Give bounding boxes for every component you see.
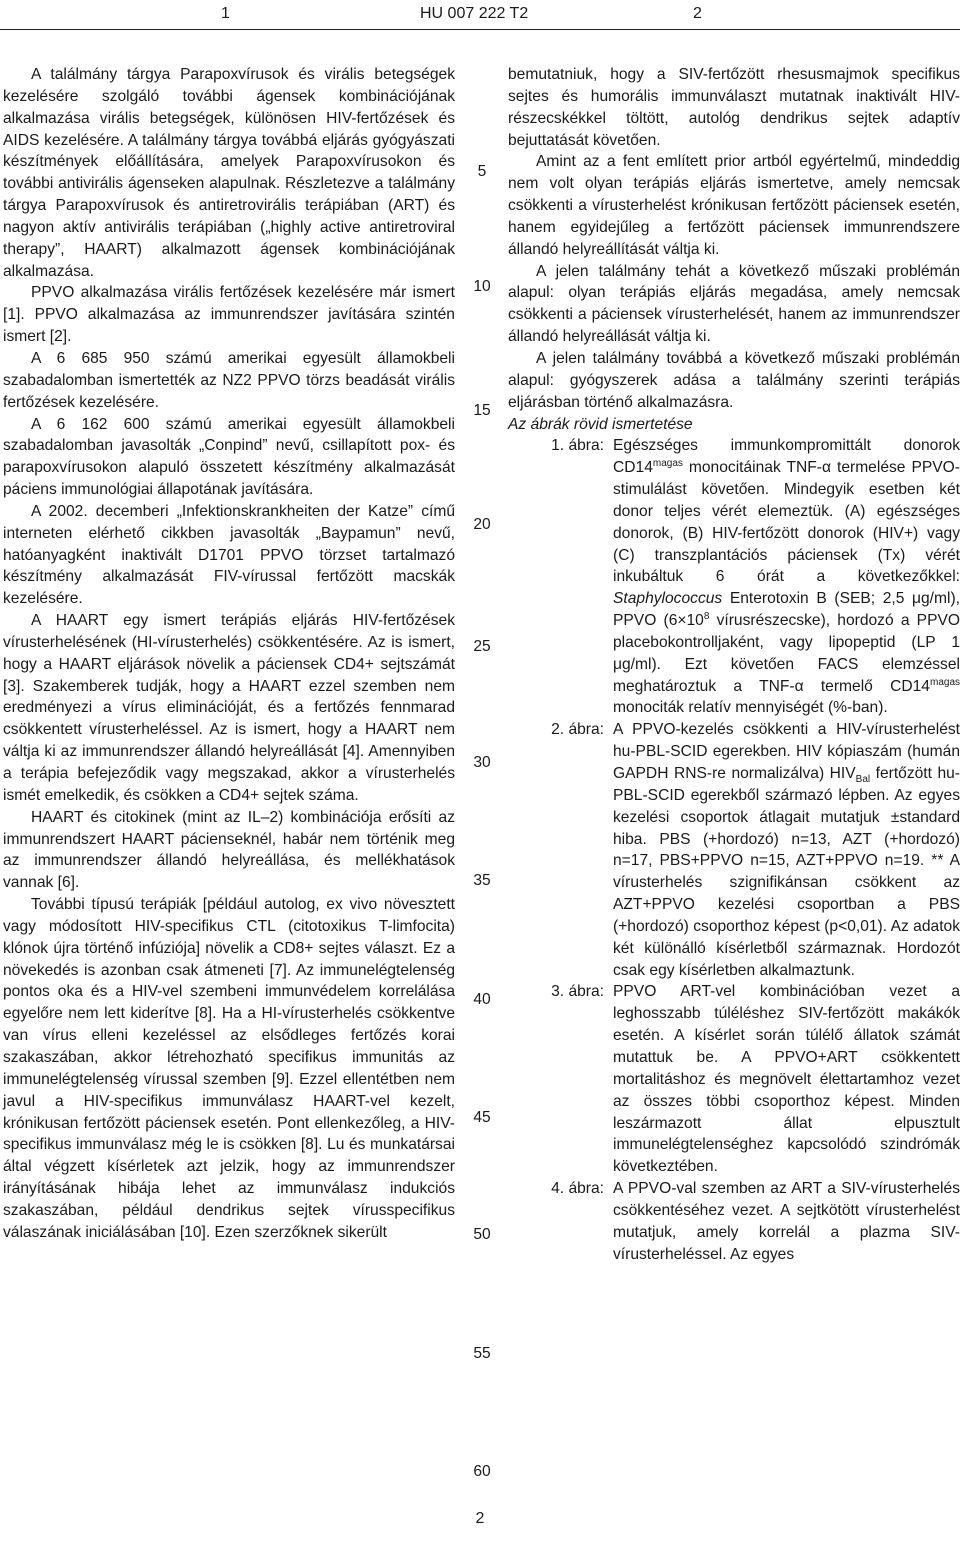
figure-description	[508, 435, 960, 719]
paragraph: Amint az a fent említett prior artból egyértelmű, mindeddig nem volt olyan terápiás eljárás ismertetve, amely nemcsak csökkenti a vírusterhelést krónikusan fertőzött páciensek esetén, hanem egyidejűleg a fertőzött páciensek immunrendszere állandó helyreállítását váltja ki.	[508, 153, 960, 258]
line-number: 55	[473, 1345, 491, 1362]
figure-text: A PPVO-kezelés csökkenti a HIV-vírusterhelést hu-PBL-SCID egerekben. HIV kópiaszám (humán GAPDH RNS-re normalizálva) $HIV_{Bal}$ fertőzött hu-PBL-SCID egerekből származó lépben. Az egyes kezelési csoportok átlagait mutatjuk ±standard hiba. PBS (+hordozó) n=13, AZT (+hordozó) n=17, PBS+PPVO n=15, AZT+PPVO n=19. ** A vírusterhelés szignifikánsan csökkent az AZT+PPVO kezelési csoportban a PBS (+hordozó) csoporthoz képest (p<0,01). Az adatok két különálló kísérletből származnak. Hordozót csak egy kísérletben alkalmaztunk.	[613, 721, 960, 979]
line-number: 45	[473, 1109, 491, 1126]
figure-label: 3. ábra:	[551, 983, 604, 1001]
paragraph: HAART és citokinek (mint az IL–2) kombinációja erősíti az immunrendszert HAART pácienseknél, habár nem történik meg az immunrendszer állandó helyreállása, és mellékhatások vannak [6].	[3, 808, 455, 892]
figure-description	[508, 719, 960, 981]
paragraph: A jelen találmány tehát a következő műszaki problémán alapul: olyan terápiás eljárás megadása, amely nemcsak csökkenti a páciensek vírusterhelését, hanem az immunrendszer állandó helyreállását váltja ki.	[508, 262, 960, 346]
figures-heading: Az ábrák rövid ismertetése	[508, 415, 693, 433]
line-number: 5	[477, 163, 487, 180]
paragraph: PPVO alkalmazása virális fertőzések kezelésére már ismert [1]. PPVO alkalmazása az immunrendszer javítására szintén ismert [2].	[3, 284, 455, 346]
line-number: 15	[473, 402, 491, 419]
figure-label: 2. ábra:	[551, 721, 604, 739]
paragraph: A 6 685 950 számú amerikai egyesült államokbeli szabadalomban ismertették az NZ2 PPVO törzs beadását virális fertőzések kezelésére.	[3, 349, 455, 411]
line-number: 60	[473, 1463, 491, 1480]
line-number: 40	[473, 991, 491, 1008]
paragraph: A 6 162 600 számú amerikai egyesült államokbeli szabadalomban javasolták „Conpind” nevű, csillapított pox- és parapoxvírusokon alapuló összetett készítmény alkalmazását páciens immunológiai állapotának javítására.	[3, 415, 455, 499]
line-number: 35	[473, 872, 491, 889]
paragraph: További típusú terápiák [például autolog, ex vivo növesztett vagy módosított HIV-specifikus CTL (citotoxikus T-limfocita) klónok újra történő infúziója] növelik a CD8+ sejtes választ. Ez a növekedés is azonban csak átmeneti [7]. Az immunelégtelenség pontos oka és a HIV-vel szembeni immunvédelem korrelálása egyelőre nem lett kiderítve [8]. Ha a HI-vírusterhelés csökkentve van vírus elleni kezeléssel az elsődleges fertőzés korai szakaszában, akkor létrehozható specifikus immunitás az immunelégtelenség vírussal szemben [9]. Ezzel ellentétben nem javul a HIV-specifikus immunválasz HAART-vel kezelt, krónikusan fertőzött páciensek esetén. Pont ellenkezőleg, a HIV-specifikus immunválasz még le is csökken [8]. Lu és munkatársai által végzett kísérletek azt jelzik, hogy az immunrendszer irányításának hibája lehet az immunválasz indukciós szakaszában, például dendrikus sejtek vírusspecifikus válaszának iniciálásában [10]. Ezen szerzőknek sikerült	[3, 896, 455, 1241]
line-number: 10	[473, 278, 491, 295]
line-number: 20	[473, 516, 491, 533]
page-footer-number: 2	[475, 1510, 485, 1527]
line-number: 25	[473, 638, 491, 655]
line-number: 30	[473, 754, 491, 771]
patent-number: HU 007 222 T2	[420, 5, 529, 22]
paragraph: bemutatniuk, hogy a SIV-fertőzött rhesusmajmok specifikus sejtes és humorális immunválaszt mutatnak inaktivált HIV-részecskékkel töltött, autológ dendrikus sejtek adaptív bejuttatását követően.	[508, 66, 960, 149]
figure-description	[508, 1178, 960, 1265]
header-rule	[0, 29, 960, 30]
figure-label: 1. ábra:	[551, 437, 604, 455]
page-number-left: 1	[221, 5, 230, 22]
right-column	[508, 64, 960, 1265]
figure-text: A PPVO-val szemben az ART a SIV-vírusterhelés csökkentéséhez vezet. A sejtkötött vírusterhelést mutatjuk, amely korrelál a plazma SIV-vírusterheléssel. Az egyes	[613, 1180, 960, 1263]
paragraph: A találmány tárgya Parapoxvírusok és virális betegségek kezelésére szolgáló további ágensek kombinációjának alkalmazása virális betegségek, különösen HIV-fertőzések és AIDS kezelésére. A találmány tárgya továbbá eljárás gyógyászati készítmények előállítására, amelyek Parapoxvírusokon és további antivirális ágenseken alapulnak. Részletezve a találmány tárgya Parapoxvírusok és antiretrovirális terápiában (ART) és nagyon aktív antivirális terápiában („highly active antiretroviral therapy”, HAART) alkalmazott ágensek kombinációjának alkalmazása.	[3, 66, 455, 280]
paragraph: A 2002. decemberi „Infektionskrankheiten der Katze” című interneten elérhető cikkben javasolták „Baypamun” nevű, hatóanyagként inaktivált D1701 PPVO törzset tartalmazó készítmény alkalmazását FIV-vírussal fertőzött macskák kezelésére.	[3, 502, 455, 608]
left-column	[3, 64, 455, 1244]
line-number: 50	[473, 1226, 491, 1243]
figure-text: Egészséges immunkompromittált donorok $CD14^{magas}$ monocitáinak TNF-α termelése PPVO-stimulálást követően. Mindegyik esetben két donor teljes vérét elemeztük. (A) egészséges donorok, (B) HIV-fertőzött donorok (HIV+) vagy (C) transzplantációs páciensek (Tx) vérét inkubáltuk 6 órát a következőkkel: Staphylococcus Enterotoxin B (SEB; 2,5 μg/ml), PPVO ($6\times 10^8$ vírusrészecske), hordozó a PPVO placebokontrolljaként, vagy lipopeptid (LP 1 μg/ml). Ezt követően FACS elemzéssel meghatároztuk a TNF-α termelő $CD14^{magas}$ monociták relatív mennyiségét (%-ban).	[613, 437, 960, 717]
figure-description	[508, 981, 960, 1178]
figure-label: 4. ábra:	[551, 1180, 604, 1198]
page-number-right: 2	[693, 5, 702, 22]
page-header	[0, 0, 960, 30]
paragraph: A HAART egy ismert terápiás eljárás HIV-fertőzések vírusterhelésének (HI-vírusterhelés) csökkentésére. Az is ismert, hogy a HAART eljárások növelik a páciensek CD4+ sejtszámát [3]. Szakemberek tudják, hogy a HAART ezzel szemben nem eredményezi a vírus eliminációját, és a fertőzés fennmarad csökkentett vírusterheléssel. Az is ismert, hogy a HAART nem váltja ki az immunrendszer állandó helyreállását [4]. Amennyiben a terápia befejeződik vagy megszakad, akkor a vírusterhelés ismét emelkedik, és csökken a CD4+ sejtek száma.	[3, 612, 455, 804]
paragraph: A jelen találmány továbbá a következő műszaki problémán alapul: gyógyszerek adása a találmány szerinti terápiás eljárásban történő alkalmazásra.	[508, 349, 960, 411]
figure-text: PPVO ART-vel kombinációban vezet a leghosszabb túléléshez SIV-fertőzött makákók esetén. A kísérlet során túlélő állatok számát mutattuk be. A PPVO+ART csökkentett mortalitáshoz és megnövelt élettartamhoz vezet az összes többi csoporthoz képest. Minden leszármazott állat elpusztult immunelégtelenséghez kapcsolódó szindrómák következtében.	[613, 983, 960, 1176]
